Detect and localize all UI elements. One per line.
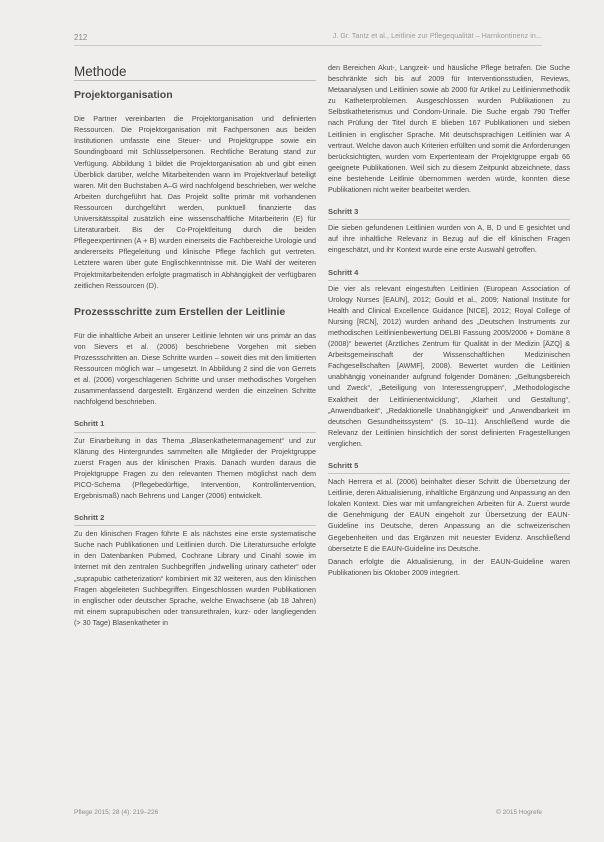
running-title: J. Gr. Tantz et al., Leitlinie zur Pflegequalität – Harnkontinenz in... [332,33,542,40]
page-number: 212 [74,33,88,42]
step-2-text: Zu den klinischen Fragen führte E als nächstes eine erste systematische Suche nach Publikationen und Leitlinien durch. Die Literatursuche erfolgte in den Datenbanken Pubmed, Cochrane Library und Cinahl sowie im Internet mit den zentralen Suchbegriffen „indwelling urinary catheter“ oder „suprapubic catheterization“ kombiniert mit 32 weiteren, aus den klinischen Fragen abgeleiteten Suchbegriffen. Eingeschlossen wurden Publikationen in englischer oder deutscher Sprache, welche Erwachsene (ab 18 Jahren) mit einem suprapubischen oder transurethralen, kurz- oder langliegenden (> 30 Tage) Blasenkatheter in [74,529,316,627]
step-3-text: Die sieben gefundenen Leitlinien wurden von A, B, D und E gesichtet und auf ihre inhaltliche Relevanz in Bezug auf die elf klinischen Fragen eingeschätzt, und ihr Kontext wurde eine erste Auswahl getroffen. [328,223,570,255]
step-4-text: Die vier als relevant eingestuften Leitlinien (European Association of Urology Nurses [EAUN], 2012; Gould et al., 2009; National Institute for Health and Clinical Excellence Guidance [NICE], 2012; Royal College of Nursing [RCN], 2012) wurden anhand des „Deutschen Instruments zur methodischen Leitlinienbewertung DELBI Fassung 2005/2006 + Domäne 8 (2008)“ bewertet (Ärztliches Zentrum für Qualität in der Medizin [ÄZQ] & Arbeitsgemeinschaft der Wissenschaftlichen Medizinischen Fachgesellschaften [AWMF], 2008). Bewertet wurden die Leitlinien unabhängig voneinander aufgrund folgender Domänen: „Geltungsbereich und Zweck“, „Beteiligung von Interessengruppen“, „Methodologische Exaktheit der Leitlinienentwicklung“, „Klarheit und Gestaltung“, „Anwendbarkeit“, „Redaktionelle Unabhängigkeit“ und „Anwendbarkeit im deutschen Gesundheitssystem“ (S. 10–11). Anschließend wurde die Relevanz der Leitlinien hinsichtlich der sonst definierten Fragestellungen verglichen. [328,283,570,448]
subheading-prozessschritte: Prozessschritte zum Erstellen der Leitlinie [74,305,286,318]
step-4-heading: Schritt 4 [328,267,570,281]
header-rule [74,45,542,46]
paragraph-prozessschritte: Für die inhaltliche Arbeit an unserer Leitlinie lehnten wir uns primär an das von Sievers et al. (2006) beschriebene Vorgehen mit sieben Prozessschritten an. Diese Schritte wurden – soweit dies mit den limitierten Ressourcen möglich war – umgesetzt. In Abbildung 2 sind die von Gerrets et al. (2006) vorgeschlagenen Schritte und unser methodisches Vorgehen zusammenfassend dargestellt. Ergänzend werden die einzelnen Schritte nachfolgend beschrieben. [74,330,316,407]
step-2-continued-text: den Bereichen Akut-, Langzeit- und häusliche Pflege betrafen. Die Suche beschränkte sich bis auf 2009 für Interventionsstudien, Reviews, Metaanalysen und Leitlinien sowie ab 2000 für Artikel zu Leitlinienmethodik zu Katheterproblemen. Ausgeschlossen wurden Publikationen zu Selbstkatheterismus und Condom-Urinale. Die Suche ergab 790 Treffer nach Prüfung der Titel durch E blieben 167 Publikationen und sieben Leitlinien in englischer Sprache. Mit deutschsprachigen Leitlinien war A vertraut. Welche davon auch Kriterien erfüllten und somit die Anforderungen berücksichtigten, wurden vom Expertenteam der Projektgruppe ergab 66 geeignete Publikationen. Weil sich zu diesem Zeitpunkt abzeichnete, dass eine bestehende Leitlinie übernommen werden würde, konnten diese Publikationen nicht weiter bearbeitet werden. [328,63,570,195]
section-title: Methode [74,66,316,81]
step-5-heading: Schritt 5 [328,460,570,474]
publisher-mark: © 2015 Hogrefe [496,809,542,816]
step-5-continued-text: Danach erfolgte die Aktualisierung, in der EAUN-Guideline waren Publikationen bis Oktober 2009 integriert. [328,556,570,577]
step-1-heading: Schritt 1 [74,418,316,432]
step-2-heading: Schritt 2 [74,512,316,526]
subheading-projektorganisation: Projektorganisation [74,89,173,102]
paragraph-projektorganisation: Die Partner vereinbarten die Projektorganisation und definierten Ressourcen. Die Projektorganisation mit Fachpersonen aus beiden Institutionen umfasste eine Steuer- und Projektgruppe sowie ein Soundingboard mit Schlüsselpersonen. Rechtliche Beratung stand zur Verfügung. Abbildung 1 bildet die Projektorganisation ab und gibt einen Überblick darüber, welche Mitarbeitenden wann im Projektverlauf beteiligt waren. Mit den Buchstaben A–G wird nachfolgend beschrieben, wer welche Arbeiten durchgeführt hat. Das Projekt sollte primär mit vorhandenen Ressourcen durchgeführt werden, punktuell finanzierte das Universitätsspital zusätzlich eine wissenschaftliche Mitarbeiterin (E) für Literaturarbeit. Bis der Co-Projektleitung durch die beiden Pflegeexpertinnen (A + B) wurden einerseits die Fachbereiche Urologie und andererseits Pflegeleitung und klinische Pflege fachlich gut vertreten. Letztere waren über gute Englischkenntnisse mit. Die Wahl der weiteren Projektmitarbeitenden erfolgte pragmatisch in Abhängigkeit der verfügbaren zeitlichen Ressourcen (D). [74,114,316,290]
step-5-text: Nach Herrera et al. (2006) beinhaltet dieser Schritt die Übersetzung der Leitlinie, deren Aktualisierung, inhaltliche Ergänzung und Anpassung an den lokalen Kontext. Dies war mit umfangreichen Arbeiten für A. Zuerst wurde die Genehmigung der EAUN eingeholt zur Übersetzung der EAUN-Guideline ins Deutsche, deren Anpassung an die schweizerischen Gegebenheiten und das Ergänzen mit neuester Evidenz. Anschließend übersetzte E die EAUN-Guideline ins Deutsche. [328,477,570,553]
step-3-heading: Schritt 3 [328,206,570,220]
left-column [74,62,316,630]
journal-citation: Pflege 2015; 28 (4): 219–226 [74,809,159,816]
right-column [328,62,570,580]
step-1-text: Zur Einarbeitung in das Thema „Blasenkathetermanagement“ und zur Klärung des Hintergrundes sammelten alle Mitglieder der Projektgruppe zuerst Fragen aus der klinischen Praxis. Danach wurden daraus die Projektgruppe Fragen zu den relevanten Themen möglichst nach dem PICO-Schema (Pflegebedürftige, Intervention, Kontrollintervention, Ergebnismaß) nach Behrens und Langer (2006) entwickelt. [74,435,316,500]
